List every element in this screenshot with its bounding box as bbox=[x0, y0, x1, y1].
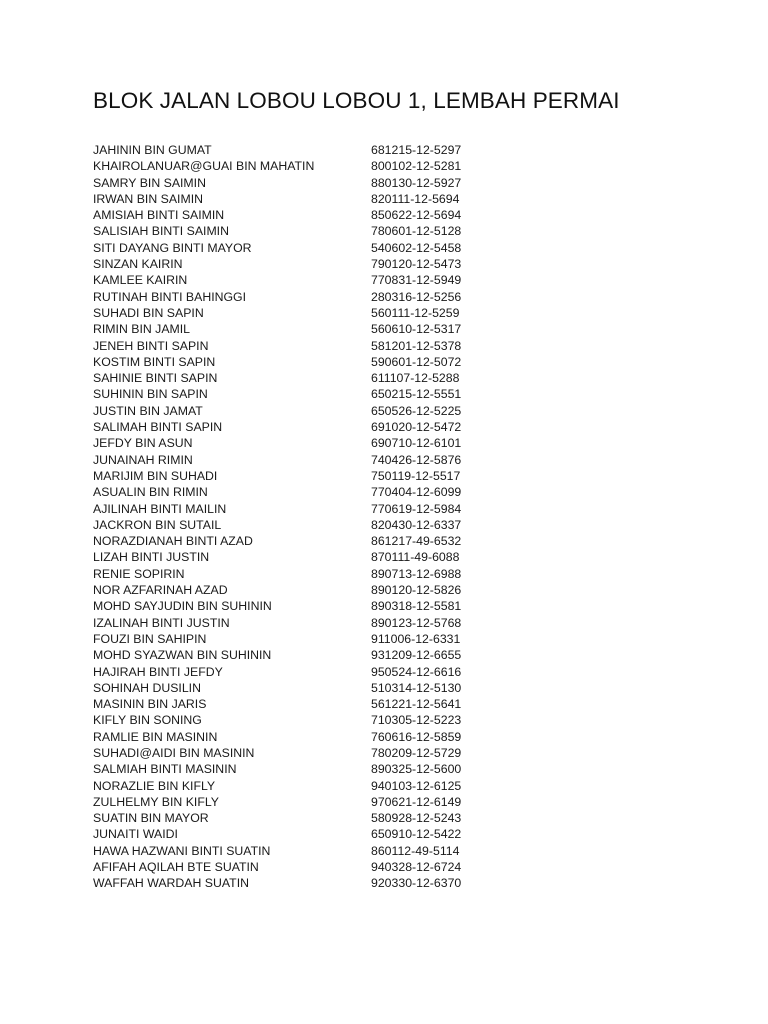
list-item bbox=[93, 745, 513, 761]
ic-number: 540602-12-5458 bbox=[371, 240, 462, 255]
ic-number: 650215-12-5551 bbox=[371, 387, 462, 402]
resident-name: SALMIAH BINTI MASININ bbox=[93, 762, 237, 777]
ic-number: 590601-12-5072 bbox=[371, 354, 462, 369]
ic-number: 681215-12-5297 bbox=[371, 143, 462, 157]
resident-name: AFIFAH AQILAH BTE SUATIN bbox=[93, 860, 259, 875]
resident-name: JUNAINAH RIMIN bbox=[93, 452, 193, 467]
resident-name: AMISIAH BINTI SAIMIN bbox=[93, 208, 225, 223]
ic-number: 611107-12-5288 bbox=[371, 371, 460, 386]
ic-number: 510314-12-5130 bbox=[371, 680, 462, 695]
list-item bbox=[93, 435, 513, 451]
list-item bbox=[93, 452, 513, 468]
ic-number: 650910-12-5422 bbox=[371, 827, 462, 842]
list-item bbox=[93, 191, 513, 207]
resident-name: KAMLEE KAIRIN bbox=[93, 273, 188, 288]
resident-name: SAMRY BIN SAIMIN bbox=[93, 175, 206, 190]
ic-number: 800102-12-5281 bbox=[371, 159, 462, 174]
ic-number: 790120-12-5473 bbox=[371, 257, 462, 272]
ic-number: 560610-12-5317 bbox=[371, 322, 462, 337]
list-item bbox=[93, 305, 513, 321]
resident-name: WAFFAH WARDAH SUATIN bbox=[93, 876, 249, 891]
list-item bbox=[93, 289, 513, 305]
resident-name: HAJIRAH BINTI JEFDY bbox=[93, 664, 223, 679]
resident-name: SITI DAYANG BINTI MAYOR bbox=[93, 240, 252, 255]
resident-name: AJILINAH BINTI MAILIN bbox=[93, 501, 227, 516]
resident-name: JUSTIN BIN JAMAT bbox=[93, 403, 203, 418]
ic-number: 870111-49-6088 bbox=[371, 550, 460, 565]
list-item bbox=[93, 272, 513, 288]
resident-name: NOR AZFARINAH AZAD bbox=[93, 583, 228, 598]
list-item bbox=[93, 517, 513, 533]
ic-number: 890318-12-5581 bbox=[371, 599, 462, 614]
resident-name: RUTINAH BINTI BAHINGGI bbox=[93, 289, 247, 304]
ic-number: 581201-12-5378 bbox=[371, 338, 462, 353]
list-item bbox=[93, 761, 513, 777]
resident-name: MOHD SYAZWAN BIN SUHININ bbox=[93, 648, 272, 663]
resident-name: FOUZI BIN SAHIPIN bbox=[93, 631, 207, 646]
list-item bbox=[93, 158, 513, 174]
ic-number: 760616-12-5859 bbox=[371, 729, 462, 744]
resident-name: KIFLY BIN SONING bbox=[93, 713, 202, 728]
resident-name: SOHINAH DUSILIN bbox=[93, 680, 201, 695]
ic-number: 920330-12-6370 bbox=[371, 876, 462, 891]
list-item bbox=[93, 501, 513, 517]
list-item bbox=[93, 826, 513, 842]
ic-number: 561221-12-5641 bbox=[371, 697, 462, 712]
resident-name: RENIE SOPIRIN bbox=[93, 566, 185, 581]
list-item bbox=[93, 647, 513, 663]
resident-name: MASININ BIN JARIS bbox=[93, 697, 207, 712]
resident-list bbox=[93, 142, 513, 892]
list-item bbox=[93, 403, 513, 419]
ic-number: 780209-12-5729 bbox=[371, 745, 462, 760]
resident-name: JACKRON BIN SUTAIL bbox=[93, 517, 222, 532]
list-item bbox=[93, 370, 513, 386]
ic-number: 950524-12-6616 bbox=[371, 664, 462, 679]
list-item bbox=[93, 664, 513, 680]
list-item bbox=[93, 566, 513, 582]
list-item bbox=[93, 712, 513, 728]
list-item bbox=[93, 778, 513, 794]
resident-name: JUNAITI WAIDI bbox=[93, 827, 178, 842]
list-item bbox=[93, 321, 513, 337]
ic-number: 780601-12-5128 bbox=[371, 224, 462, 239]
ic-number: 580928-12-5243 bbox=[371, 811, 462, 826]
ic-number: 690710-12-6101 bbox=[371, 436, 462, 451]
list-item bbox=[93, 549, 513, 565]
ic-number: 740426-12-5876 bbox=[371, 452, 462, 467]
ic-number: 560111-12-5259 bbox=[371, 305, 460, 320]
list-item bbox=[93, 843, 513, 859]
ic-number: 861217-49-6532 bbox=[371, 534, 462, 549]
list-item bbox=[93, 729, 513, 745]
list-item bbox=[93, 680, 513, 696]
list-item bbox=[93, 794, 513, 810]
list-item bbox=[93, 468, 513, 484]
resident-name: KOSTIM BINTI SAPIN bbox=[93, 354, 216, 369]
ic-number: 890713-12-6988 bbox=[371, 566, 462, 581]
list-item bbox=[93, 875, 513, 891]
list-item bbox=[93, 582, 513, 598]
resident-name: RIMIN BIN JAMIL bbox=[93, 322, 191, 337]
resident-name: LIZAH BINTI JUSTIN bbox=[93, 550, 210, 565]
ic-number: 710305-12-5223 bbox=[371, 713, 462, 728]
resident-name: JEFDY BIN ASUN bbox=[93, 436, 193, 451]
resident-name: MOHD SAYJUDIN BIN SUHININ bbox=[93, 599, 272, 614]
ic-number: 890123-12-5768 bbox=[371, 615, 462, 630]
resident-name: SALIMAH BINTI SAPIN bbox=[93, 420, 223, 435]
list-item bbox=[93, 419, 513, 435]
ic-number: 940328-12-6724 bbox=[371, 860, 462, 875]
resident-name: ZULHELMY BIN KIFLY bbox=[93, 794, 219, 809]
page-title: BLOK JALAN LOBOU LOBOU 1, LEMBAH PERMAI bbox=[93, 88, 620, 113]
resident-name: IRWAN BIN SAIMIN bbox=[93, 191, 203, 206]
list-item bbox=[93, 354, 513, 370]
list-item bbox=[93, 338, 513, 354]
resident-name: SALISIAH BINTI SAIMIN bbox=[93, 224, 229, 239]
ic-number: 820111-12-5694 bbox=[371, 191, 460, 206]
list-item bbox=[93, 615, 513, 631]
resident-name: NORAZDIANAH BINTI AZAD bbox=[93, 534, 253, 549]
ic-number: 970621-12-6149 bbox=[371, 794, 462, 809]
ic-number: 890325-12-5600 bbox=[371, 762, 462, 777]
ic-number: 770619-12-5984 bbox=[371, 501, 462, 516]
resident-name: SUATIN BIN MAYOR bbox=[93, 811, 209, 826]
resident-name: SINZAN KAIRIN bbox=[93, 257, 183, 272]
list-item bbox=[93, 810, 513, 826]
list-item bbox=[93, 631, 513, 647]
ic-number: 770831-12-5949 bbox=[371, 273, 462, 288]
resident-name: NORAZLIE BIN KIFLY bbox=[93, 778, 216, 793]
ic-number: 880130-12-5927 bbox=[371, 175, 462, 190]
resident-name: HAWA HAZWANI BINTI SUATIN bbox=[93, 843, 271, 858]
resident-name: ASUALIN BIN RIMIN bbox=[93, 485, 208, 500]
resident-name: JENEH BINTI SAPIN bbox=[93, 338, 209, 353]
resident-name: KHAIROLANUAR@GUAI BIN MAHATIN bbox=[93, 159, 315, 174]
list-item bbox=[93, 256, 513, 272]
list-item bbox=[93, 598, 513, 614]
ic-number: 890120-12-5826 bbox=[371, 583, 462, 598]
ic-number: 931209-12-6655 bbox=[371, 648, 462, 663]
list-item bbox=[93, 240, 513, 256]
ic-number: 911006-12-6331 bbox=[371, 631, 461, 646]
resident-name: SUHADI BIN SAPIN bbox=[93, 305, 204, 320]
resident-name: SAHINIE BINTI SAPIN bbox=[93, 371, 218, 386]
list-item bbox=[93, 484, 513, 500]
list-item bbox=[93, 859, 513, 875]
list-item bbox=[93, 533, 513, 549]
ic-number: 940103-12-6125 bbox=[371, 778, 462, 793]
ic-number: 691020-12-5472 bbox=[371, 420, 462, 435]
ic-number: 280316-12-5256 bbox=[371, 289, 462, 304]
list-item bbox=[93, 142, 513, 158]
ic-number: 750119-12-5517 bbox=[371, 468, 461, 483]
list-item bbox=[93, 386, 513, 402]
resident-name: SUHADI@AIDI BIN MASININ bbox=[93, 745, 255, 760]
resident-name: SUHININ BIN SAPIN bbox=[93, 387, 208, 402]
resident-name: RAMLIE BIN MASININ bbox=[93, 729, 218, 744]
ic-number: 770404-12-6099 bbox=[371, 485, 462, 500]
list-item bbox=[93, 223, 513, 239]
resident-name: IZALINAH BINTI JUSTIN bbox=[93, 615, 230, 630]
list-item bbox=[93, 207, 513, 223]
resident-name: JAHININ BIN GUMAT bbox=[93, 143, 212, 157]
list-item bbox=[93, 175, 513, 191]
ic-number: 850622-12-5694 bbox=[371, 208, 462, 223]
ic-number: 820430-12-6337 bbox=[371, 517, 462, 532]
resident-name: MARIJIM BIN SUHADI bbox=[93, 468, 218, 483]
list-item bbox=[93, 696, 513, 712]
ic-number: 860112-49-5114 bbox=[371, 843, 460, 858]
ic-number: 650526-12-5225 bbox=[371, 403, 462, 418]
